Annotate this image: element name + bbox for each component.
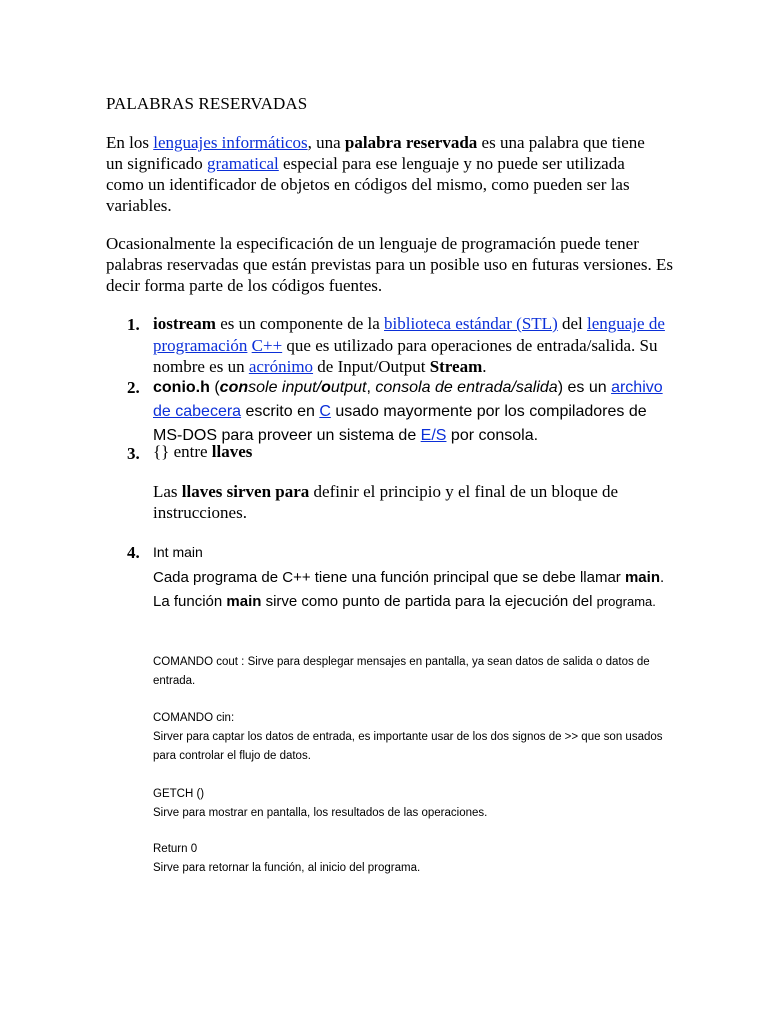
link-biblioteca-estandar[interactable]: biblioteca estándar (STL) [384, 314, 558, 333]
note-cin [153, 709, 673, 766]
text: . [482, 357, 487, 376]
italic-text: sole [248, 379, 282, 396]
italic-text: / [316, 379, 322, 396]
link-acronimo[interactable]: acrónimo [248, 357, 314, 376]
bold-text: conio.h [153, 379, 210, 396]
text: por consola. [446, 427, 539, 444]
text: es un componente de la [215, 314, 385, 333]
note-body: Sirver para captar los datos de entrada, es importante usar de los dos signos de >> que son usados para controlar el flujo de datos. [153, 731, 663, 762]
intro-paragraph [106, 132, 666, 216]
main-description [153, 566, 673, 614]
bold-text: llaves sirven para [181, 482, 310, 501]
page-title: PALABRAS RESERVADAS [106, 94, 308, 113]
note-body: Sirve para mostrar en pantalla, los resultados de las operaciones. [153, 807, 488, 819]
text: ) es un [557, 379, 612, 396]
link-lenguajes-informaticos[interactable]: lenguajes informáticos [153, 133, 308, 152]
link-gramatical[interactable]: gramatical [207, 154, 279, 173]
bold-italic-text: o [321, 379, 331, 396]
text: programa. [596, 594, 656, 609]
list-item-conio [153, 376, 673, 448]
text: Las [153, 482, 182, 501]
link-cpp[interactable]: C++ [251, 335, 283, 355]
note-return [153, 840, 673, 878]
list-number: 4. [127, 543, 140, 562]
link-lenguaje-de-programacion[interactable]: lenguaje de programación [153, 314, 665, 355]
note-body: Sirve para retornar la función, al inicio del programa. [153, 862, 421, 874]
bold-text: iostream [153, 314, 216, 333]
italic-text: consola de entrada/salida [375, 379, 558, 396]
italic-text: input [281, 379, 317, 396]
text: de Input/Output [313, 357, 430, 376]
text: sirve como punto de partida para la ejecución del [261, 593, 597, 610]
text: del [557, 314, 588, 333]
text: , [366, 379, 376, 396]
second-paragraph: Ocasionalmente la especificación de un lenguaje de programación puede tener palabras reservadas que están previstas para un posible uso en futuras versiones. Es decir forma parte de los códigos fuentes. [106, 234, 673, 295]
list-item-llaves [153, 441, 673, 463]
bold-text: main [624, 569, 660, 586]
note-heading: Return 0 [153, 843, 198, 855]
link-es[interactable]: E/S [420, 427, 447, 444]
note-heading: COMANDO cin: [153, 712, 235, 724]
text: , una [307, 133, 345, 152]
note-getch [153, 785, 673, 823]
text: es una palabra que tiene un significado [106, 133, 645, 173]
note-heading: GETCH () [153, 788, 205, 800]
bold-italic-text: con [219, 379, 249, 396]
bold-text: palabra reservada [344, 133, 478, 152]
list-number: 2. [127, 378, 140, 397]
link-archivo-de-cabecera[interactable]: archivo de cabecera [153, 379, 663, 420]
text: Cada programa de C++ tiene una función principal que se debe llamar [153, 569, 625, 586]
text: usado mayormente por los compiladores de MS-DOS para proveer un sistema de [153, 403, 647, 444]
italic-text: utput [330, 379, 367, 396]
text: {} entre [153, 442, 212, 461]
list-number: 1. [127, 315, 140, 334]
text: escrito en [241, 403, 320, 420]
text: En los [106, 133, 154, 152]
list-number: 3. [127, 444, 140, 463]
bold-text: llaves [211, 442, 253, 461]
note-cout: COMANDO cout : Sirve para desplegar mensajes en pantalla, ya sean datos de salida o datos de entrada. [153, 656, 650, 687]
bold-text: main [226, 593, 262, 610]
text: definir el principio y el final de un bloque de instrucciones. [153, 482, 619, 522]
text: ( [209, 379, 220, 396]
bold-text: Stream [429, 357, 483, 376]
text: . La función [153, 569, 665, 610]
list-item-iostream [153, 313, 673, 378]
link-c[interactable]: C [319, 403, 331, 420]
llaves-description [153, 481, 673, 523]
text: especial para ese lenguaje y no puede ser utilizada como un identificador de objetos en códigos del mismo, como pueden ser las variables. [106, 154, 630, 215]
list-item-int-main: Int main [153, 544, 203, 560]
text: que es utilizado para operaciones de entrada/salida. Su nombre es un [153, 335, 658, 376]
